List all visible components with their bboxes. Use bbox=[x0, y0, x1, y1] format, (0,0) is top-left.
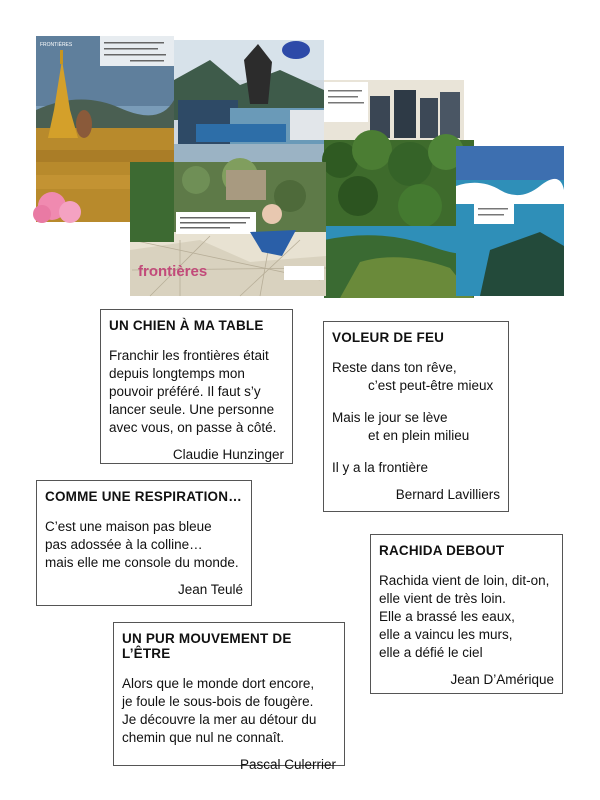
card-body bbox=[109, 347, 284, 437]
card-body bbox=[45, 518, 243, 572]
card-line: elle a défié le ciel bbox=[379, 645, 483, 660]
quote-card-comme-une-respiration bbox=[36, 480, 252, 606]
card-line: mais elle me console du monde. bbox=[45, 555, 239, 570]
card-line: elle a vaincu les murs, bbox=[379, 627, 513, 642]
card-author: Bernard Lavilliers bbox=[395, 487, 500, 502]
quote-card-rachida-debout bbox=[370, 534, 563, 694]
card-line: et en plein milieu bbox=[368, 428, 470, 443]
card-author: Pascal Culerrier bbox=[239, 757, 336, 772]
card-line: avec vous, on passe à côté. bbox=[109, 420, 277, 435]
collage-artwork bbox=[0, 0, 600, 300]
card-line: C’est une maison pas bleue bbox=[45, 519, 212, 534]
card-line: Il y a la frontière bbox=[332, 460, 429, 475]
svg-text:FRONTIÈRES: FRONTIÈRES bbox=[40, 42, 73, 48]
skyline-collage bbox=[324, 80, 464, 142]
card-line: elle vient de très loin. bbox=[379, 591, 506, 606]
card-body bbox=[332, 359, 500, 477]
card-line: Alors que le monde dort encore, bbox=[122, 676, 315, 691]
sea-collage bbox=[456, 146, 564, 296]
card-line: Je découvre la mer au détour du bbox=[122, 712, 317, 727]
card-line: Elle a brassé les eaux, bbox=[379, 609, 515, 624]
card-author: Jean Teulé bbox=[177, 582, 243, 597]
quote-card-un-chien bbox=[100, 309, 293, 464]
card-line: Mais le jour se lève bbox=[332, 410, 448, 425]
quote-card-un-pur-mouvement bbox=[113, 622, 345, 772]
card-title: COMME UNE RESPIRATION… bbox=[45, 489, 242, 504]
card-body bbox=[122, 675, 336, 747]
card-title: RACHIDA DEBOUT bbox=[379, 543, 505, 558]
card-line: pas adossée à la colline… bbox=[45, 537, 203, 552]
card-line: je foule le sous-bois de fougère. bbox=[122, 694, 314, 709]
card-line: pouvoir préféré. Il faut s’y bbox=[109, 384, 261, 399]
card-title: UN PUR MOUVEMENT DE L’ÊTRE bbox=[122, 631, 292, 661]
forest-photo bbox=[322, 130, 475, 298]
card-line: depuis longtemps mon bbox=[109, 366, 245, 381]
card-line: lancer seule. Une personne bbox=[109, 402, 275, 417]
card-body bbox=[379, 572, 554, 662]
card-title: VOLEUR DE FEU bbox=[332, 330, 445, 345]
card-author: Jean D’Amérique bbox=[450, 672, 554, 687]
card-author: Claudie Hunzinger bbox=[172, 447, 284, 462]
card-title: UN CHIEN À MA TABLE bbox=[109, 318, 264, 333]
card-line: Reste dans ton rêve, bbox=[332, 360, 457, 375]
lake-collage bbox=[174, 40, 324, 162]
collage-caption: frontières bbox=[138, 263, 208, 280]
card-line: Rachida vient de loin, dit-on, bbox=[379, 573, 550, 588]
card-line: Franchir les frontières était bbox=[109, 348, 269, 363]
card-line: c’est peut-être mieux bbox=[368, 378, 494, 393]
card-line: chemin que nul ne connaît. bbox=[122, 730, 285, 745]
quote-card-voleur-de-feu bbox=[323, 321, 509, 512]
